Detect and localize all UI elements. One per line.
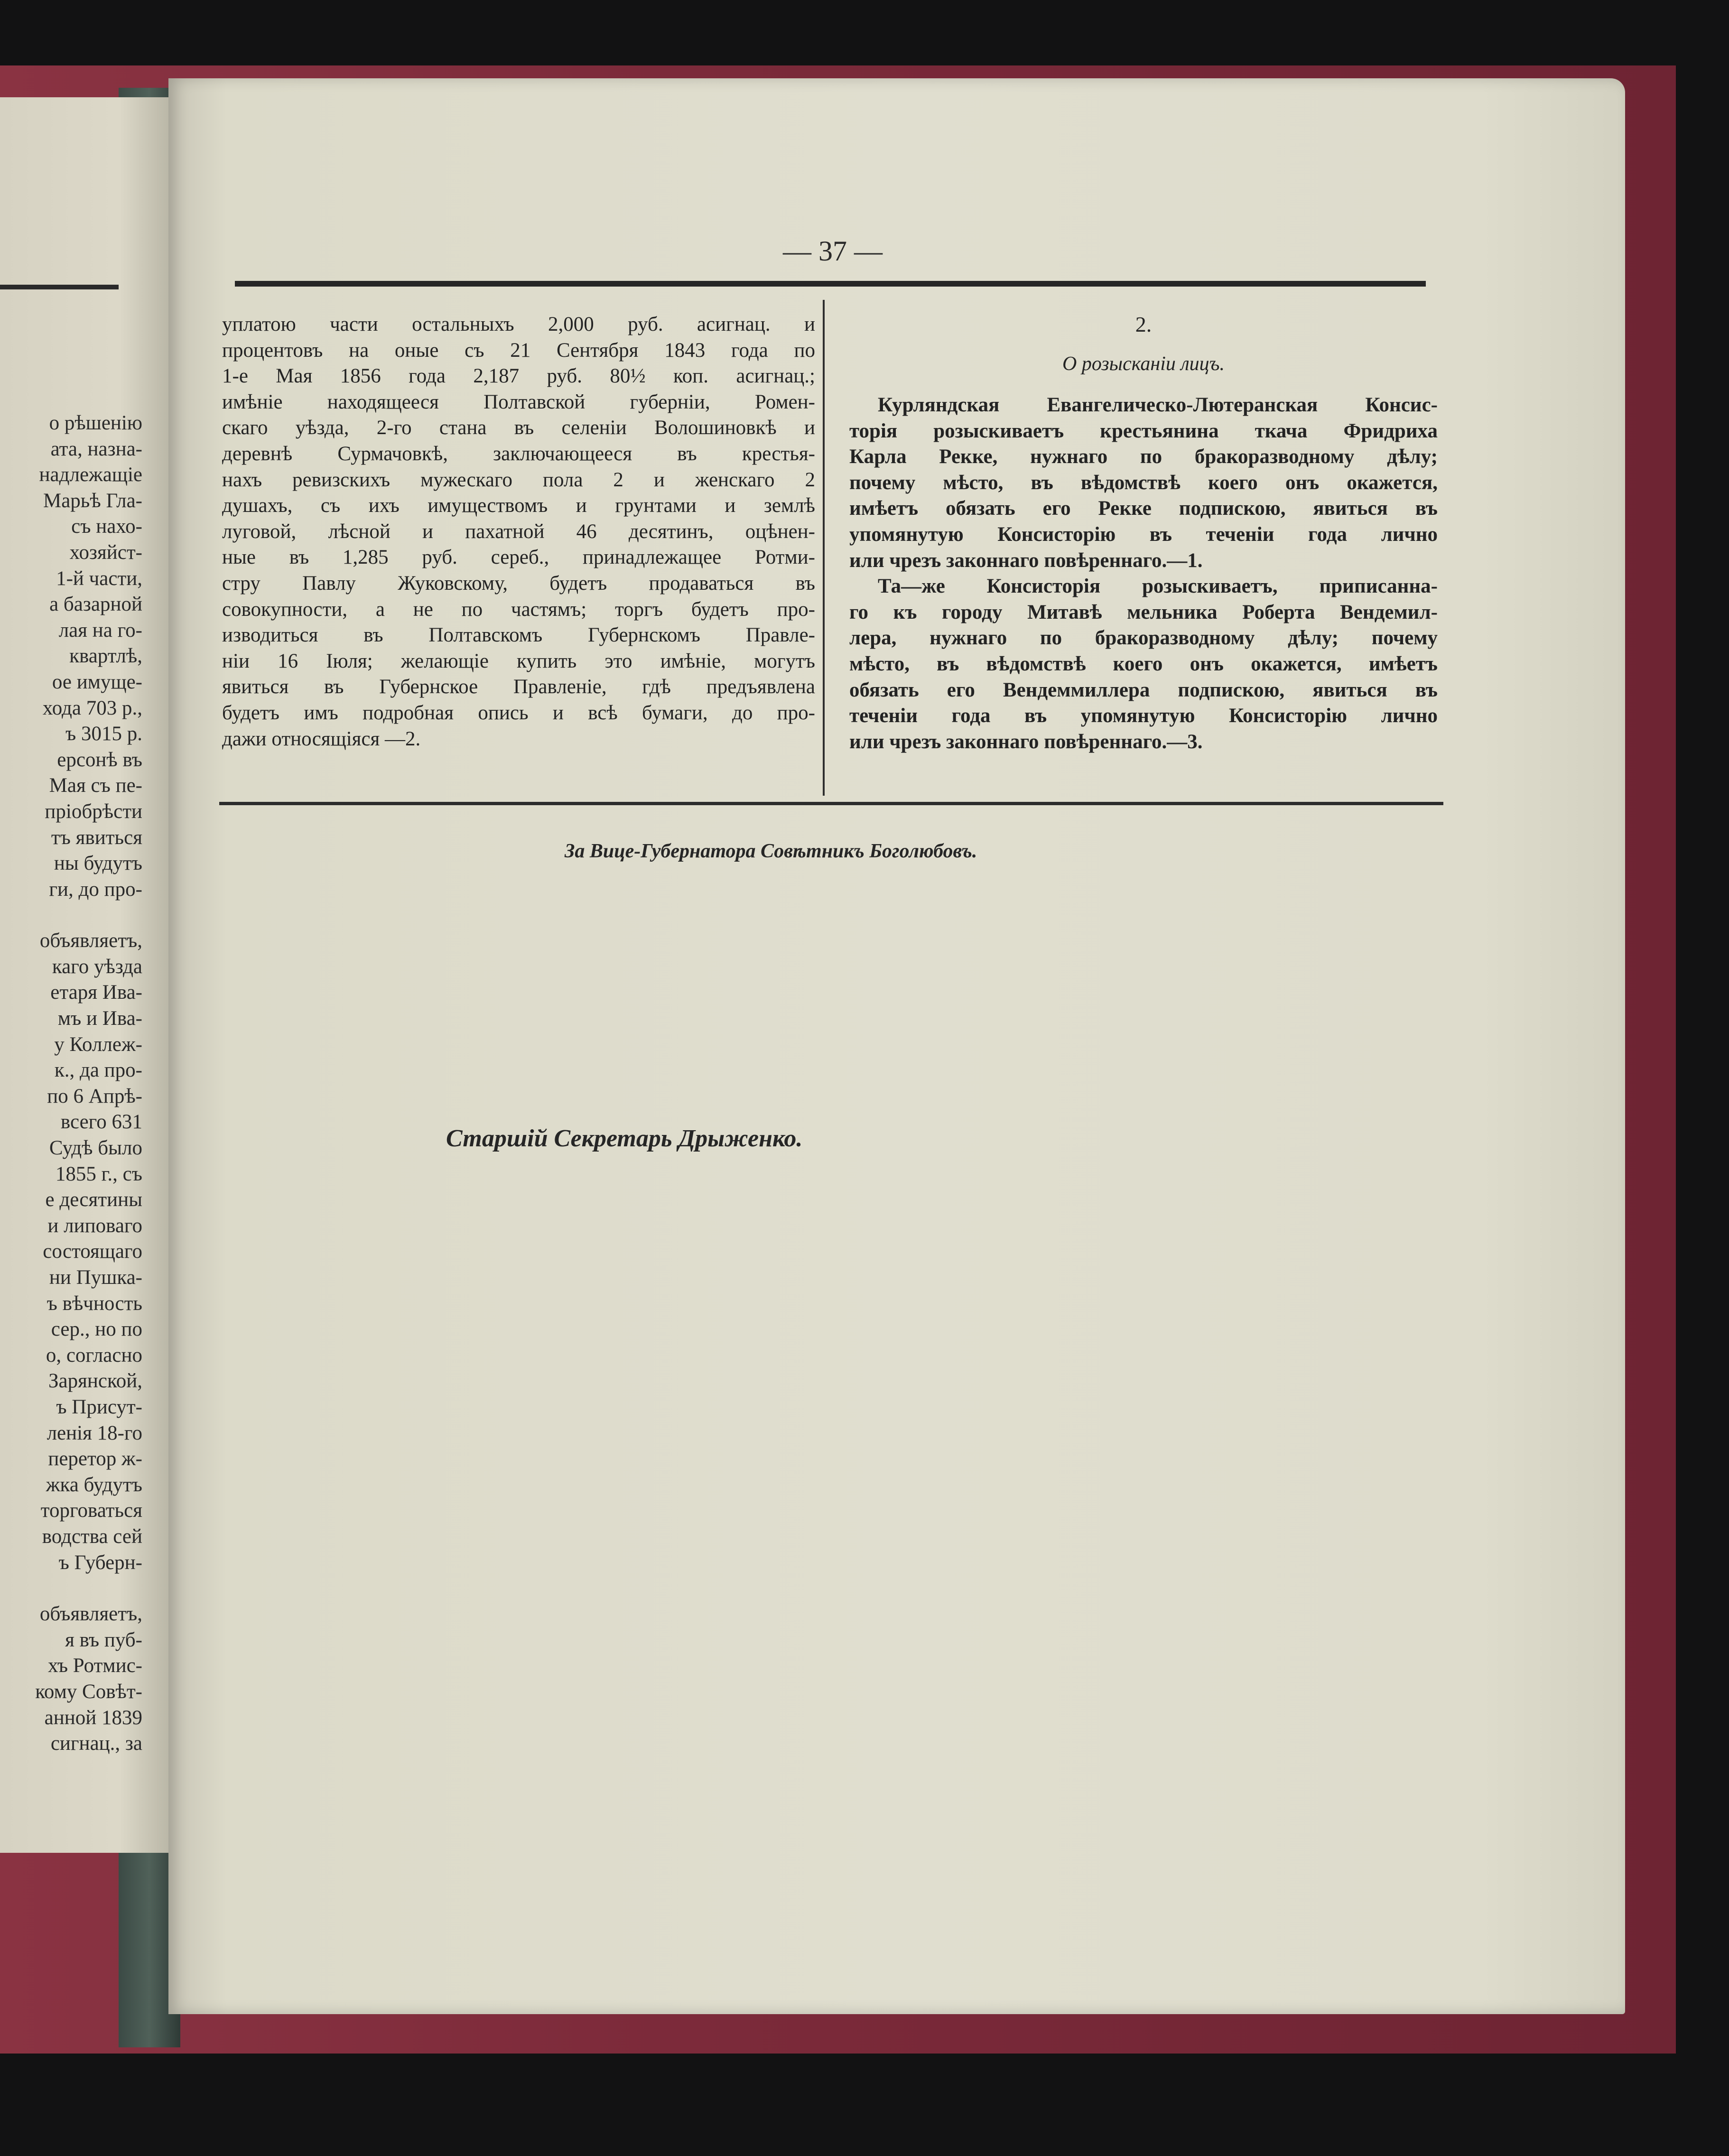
facing-page-line: 1855 г., съ <box>55 1162 142 1185</box>
facing-page-line: ъ вѣчность <box>46 1292 142 1315</box>
text-line: теченіи года въ упомянутую Консисторію лично <box>849 705 1438 727</box>
facing-page-line: жка будутъ <box>46 1473 142 1496</box>
text-line: явиться въ Губернское Правленіе, гдѣ предъявлена <box>222 676 815 698</box>
text-line: почему мѣсто, въ вѣдомствѣ коего онъ окажется, <box>849 471 1438 494</box>
secretary-signature: Старшій Секретарь Дрыженко. <box>446 1125 803 1152</box>
facing-page-line <box>0 902 142 928</box>
text-line: нахъ ревизскихъ мужескаго пола 2 и женскаго 2 <box>222 468 815 491</box>
facing-page-left <box>0 97 171 1853</box>
facing-page-line: е десятины <box>45 1189 142 1211</box>
facing-page-line: водства сей <box>42 1525 142 1548</box>
text-line: деревнѣ Сурмачовкѣ, заключающееся въ крестья- <box>222 442 815 465</box>
facing-page-line: хозяйст- <box>69 541 142 564</box>
facing-page-line: и липоваго <box>47 1214 142 1237</box>
header-rule <box>235 281 1426 287</box>
facing-page-line: анной 1839 <box>44 1706 142 1729</box>
facing-page-line: квартлѣ, <box>69 645 142 668</box>
facing-page-line: а базарной <box>49 593 142 616</box>
text-line: душахъ, съ ихъ имуществомъ и грунтами и землѣ <box>222 494 815 517</box>
section-number: 2. <box>1135 312 1152 336</box>
text-line: Курляндская Евангелическо-Лютеранская Консис- <box>878 394 1438 416</box>
facing-page-line: всего 631 <box>60 1111 142 1134</box>
facing-page-line: ъ 3015 р. <box>65 723 142 745</box>
right-column <box>849 312 1438 755</box>
right-column-text <box>849 392 1438 755</box>
facing-page-line: состоящаго <box>43 1240 142 1263</box>
text-line: или чрезъ законнаго повѣреннаго.—1. <box>849 549 1203 572</box>
facing-page-line: хъ Ротмис- <box>47 1654 142 1677</box>
text-line: ніи 16 Іюля; желающіе купить это имѣніе, могутъ <box>222 650 815 672</box>
facing-page-line: Мая съ пе- <box>49 774 142 797</box>
facing-page-line: сер., но по <box>51 1318 142 1341</box>
facing-page-line: каго уѣзда <box>52 955 142 978</box>
facing-page-line: ерсонѣ въ <box>57 748 142 771</box>
text-line: ные въ 1,285 руб. сереб., принадлежащее Ротми- <box>222 546 815 569</box>
facing-page-line: тъ явиться <box>51 826 142 849</box>
facing-page-line: объявляетъ, <box>39 929 142 952</box>
text-line: уплатою части остальныхъ 2,000 руб. асигнац. и <box>222 313 815 335</box>
facing-page-line: я въ пуб- <box>65 1628 142 1651</box>
text-line: изводиться въ Полтавскомъ Губернскомъ Правле- <box>222 624 815 647</box>
facing-page-line <box>0 1576 142 1601</box>
facing-page-line: етаря Ива- <box>50 981 142 1004</box>
page-number: — 37 — <box>783 235 883 267</box>
facing-page-line: о, согласно <box>46 1344 142 1366</box>
text-line: имѣетъ обязать его Рекке подпискою, явиться въ <box>849 497 1438 520</box>
text-line: лера, нужнаго по бракоразводному дѣлу; почему <box>849 627 1438 650</box>
text-line: мѣсто, въ вѣдомствѣ коего онъ окажется, имѣетъ <box>849 652 1438 675</box>
text-line: будетъ имъ подробная опись и всѣ бумаги, до про- <box>222 701 815 724</box>
facing-page-line: 1-й части, <box>56 567 142 590</box>
facing-page-line: пріобрѣсти <box>45 800 142 823</box>
text-line: луговой, лѣсной и пахатной 46 десятинъ, оцѣнен- <box>222 520 815 543</box>
text-line: дажи относящіяся —2. <box>222 727 421 750</box>
facing-page-line: Судѣ было <box>49 1137 142 1160</box>
facing-page-line: ъ Губерн- <box>58 1551 142 1574</box>
facing-page-line: лая на го- <box>58 619 142 641</box>
facing-page-rule <box>0 285 119 289</box>
facing-page-line: сигнац., за <box>50 1732 142 1755</box>
text-line: Карла Рекке, нужнаго по бракоразводному дѣлу; <box>849 446 1438 468</box>
facing-page-line: о рѣшенію <box>49 412 142 434</box>
facing-page-line: ата, назна- <box>50 437 142 460</box>
text-line: процентовъ на оные съ 21 Сентября 1843 года по <box>222 339 815 362</box>
left-column-text <box>222 312 815 752</box>
facing-page-text <box>0 410 142 1757</box>
facing-page-line: ги, до про- <box>49 878 142 901</box>
facing-page-line: надлежащіе <box>39 464 142 486</box>
text-line: или чрезъ законнаго повѣреннаго.—3. <box>849 730 1203 753</box>
facing-page-line: съ нахо- <box>71 515 142 538</box>
text-line: 1-е Мая 1856 года 2,187 руб. 80½ коп. асигнац.; <box>222 365 815 388</box>
text-line: торія розыскиваетъ крестьянина ткача Фридриха <box>849 419 1438 442</box>
facing-page-line: ленія 18-го <box>46 1422 142 1444</box>
section-title: О розысканіи лицъ. <box>1062 353 1225 375</box>
facing-page-line: Зарянской, <box>48 1370 142 1393</box>
text-line: обязать его Вендеммиллера подпискою, явиться въ <box>849 678 1438 701</box>
facing-page-line: кому Совѣт- <box>35 1680 142 1703</box>
facing-page-line: Марьѣ Гла- <box>43 489 142 512</box>
text-line: скаго уѣзда, 2-го стана въ селеніи Волошиновкѣ и <box>222 417 815 439</box>
footer-rule <box>219 802 1443 805</box>
text-line: Та—же Консисторія розыскиваетъ, приписанна- <box>878 575 1438 598</box>
text-line: стру Павлу Жуковскому, будетъ продаваться въ <box>222 572 815 595</box>
facing-page-line: к., да про- <box>54 1059 142 1082</box>
facing-page-line: ъ Присут- <box>56 1395 142 1418</box>
text-line: го къ городу Митавѣ мельника Роберта Вендемил- <box>849 601 1438 623</box>
text-line: имѣніе находящееся Полтавской губерніи, Ромен- <box>222 390 815 413</box>
facing-page-line: объявляетъ, <box>39 1603 142 1626</box>
facing-page-line: по 6 Апрѣ- <box>47 1085 142 1107</box>
facing-page-line: перетор ж- <box>48 1448 142 1470</box>
text-line: совокупности, а не по частямъ; торгъ будетъ про- <box>222 598 815 621</box>
facing-page-line: ое имуще- <box>52 670 142 693</box>
vice-governor-signature: За Вице-Губернатора Совѣтникъ Боголюбовъ. <box>565 840 977 862</box>
facing-page-line: торговаться <box>40 1499 142 1522</box>
column-divider <box>823 300 825 796</box>
facing-page-line: хода 703 р., <box>42 697 142 719</box>
facing-page-line: ны будутъ <box>54 852 142 875</box>
facing-page-line: ни Пушка- <box>49 1266 142 1289</box>
facing-page-line: мъ и Ива- <box>57 1007 142 1030</box>
facing-page-line: у Коллеж- <box>54 1033 142 1056</box>
text-line: упомянутую Консисторію въ теченіи года лично <box>849 523 1438 546</box>
